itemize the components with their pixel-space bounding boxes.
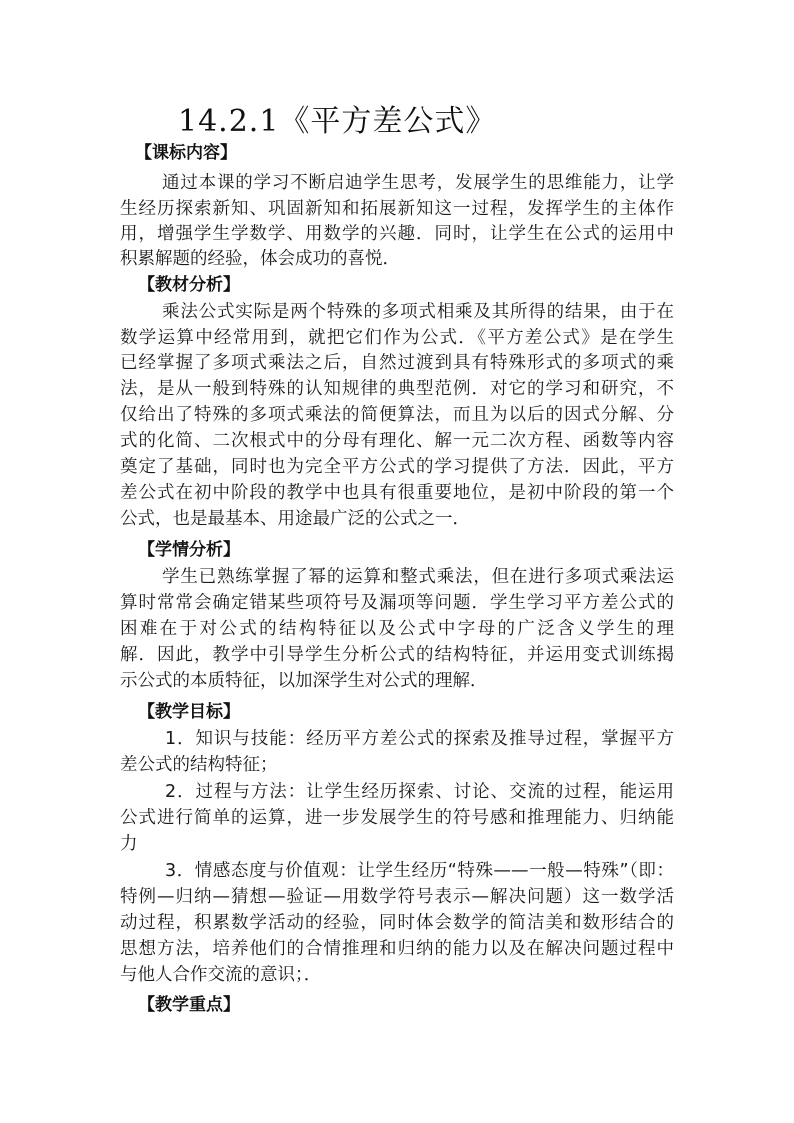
paragraph-line: 生经历探索新知、巩固新知和拓展新知这一过程，发挥学生的主体作 bbox=[120, 199, 674, 219]
section-heading-textbook-analysis: 【教材分析】 bbox=[138, 275, 240, 295]
objective-1-line: 差公式的结构特征； bbox=[120, 755, 278, 775]
paragraph-line: 乘法公式实际是两个特殊的多项式相乘及其所得的结果，由于在 bbox=[162, 302, 674, 322]
paragraph-line: 数学运算中经常用到，就把它们作为公式．《平方差公式》是在学生 bbox=[120, 328, 674, 348]
paragraph-line: 式的化简、二次根式中的分母有理化、解一元二次方程、函数等内容 bbox=[120, 431, 674, 451]
paragraph-line: 算时常常会确定错某些项符号及漏项等问题．学生学习平方差公式的 bbox=[120, 593, 674, 613]
paragraph-line: 学生已熟练掌握了幂的运算和整式乘法，但在进行多项式乘法运 bbox=[162, 567, 674, 587]
objective-3-line: 特例—归纳—猜想—验证—用数学符号表示—解决问题）这一数学活 bbox=[120, 887, 674, 907]
paragraph-line: 已经掌握了多项式乘法之后，自然过渡到具有特殊形式的多项式的乘 bbox=[120, 353, 674, 373]
objective-3-line: 与他人合作交流的意识；． bbox=[120, 965, 322, 985]
paragraph-line: 差公式在初中阶段的教学中也具有很重要地位，是初中阶段的第一个 bbox=[120, 483, 674, 503]
paragraph-line: 公式，也是最基本、用途最广泛的公式之一． bbox=[120, 509, 470, 529]
paragraph-line: 通过本课的学习不断启迪学生思考，发展学生的思维能力，让学 bbox=[162, 173, 674, 193]
paragraph-line: 法，是从一般到特殊的认知规律的典型范例．对它的学习和研究，不 bbox=[120, 379, 674, 399]
objective-2-line: 2．过程与方法：让学生经历探索、讨论、交流的过程，能运用 bbox=[165, 782, 674, 802]
paragraph-line: 用，增强学生学数学、用数学的兴趣．同时，让学生在公式的运用中 bbox=[120, 224, 674, 244]
objective-2-line: 力 bbox=[120, 834, 138, 854]
section-heading-curriculum: 【课标内容】 bbox=[135, 143, 237, 163]
objective-3-line: 动过程，积累数学活动的经验，同时体会数学的简洁美和数形结合的 bbox=[120, 913, 674, 933]
paragraph-line: 解．因此，教学中引导学生分析公式的结构特征，并运用变式训练揭 bbox=[120, 645, 674, 665]
paragraph-line: 示公式的本质特征，以加深学生对公式的理解． bbox=[120, 671, 488, 691]
paragraph-line: 困难在于对公式的结构特征以及公式中字母的广泛含义学生的理 bbox=[120, 619, 674, 639]
section-heading-teaching-objectives: 【教学目标】 bbox=[138, 702, 240, 722]
paragraph-line: 奠定了基础，同时也为完全平方公式的学习提供了方法．因此，平方 bbox=[120, 457, 674, 477]
objective-1-line: 1．知识与技能：经历平方差公式的探索及推导过程，掌握平方 bbox=[165, 729, 674, 749]
paragraph-line: 仅给出了特殊的多项式乘法的简便算法，而且为以后的因式分解、分 bbox=[120, 405, 674, 425]
objective-3-line: 3．情感态度与价值观：让学生经历“特殊——一般—特殊”（即： bbox=[165, 861, 674, 881]
objective-2-line: 公式进行简单的运算，进一步发展学生的符号感和推理能力、归纳能 bbox=[120, 808, 674, 828]
section-heading-teaching-focus: 【教学重点】 bbox=[138, 995, 240, 1015]
section-heading-student-analysis: 【学情分析】 bbox=[138, 540, 240, 560]
objective-3-line: 思想方法，培养他们的合情推理和归纳的能力以及在解决问题过程中 bbox=[120, 939, 674, 959]
paragraph-line: 积累解题的经验，体会成功的喜悦． bbox=[120, 249, 400, 269]
document-title: 14.2.1《平方差公式》 bbox=[178, 104, 497, 139]
